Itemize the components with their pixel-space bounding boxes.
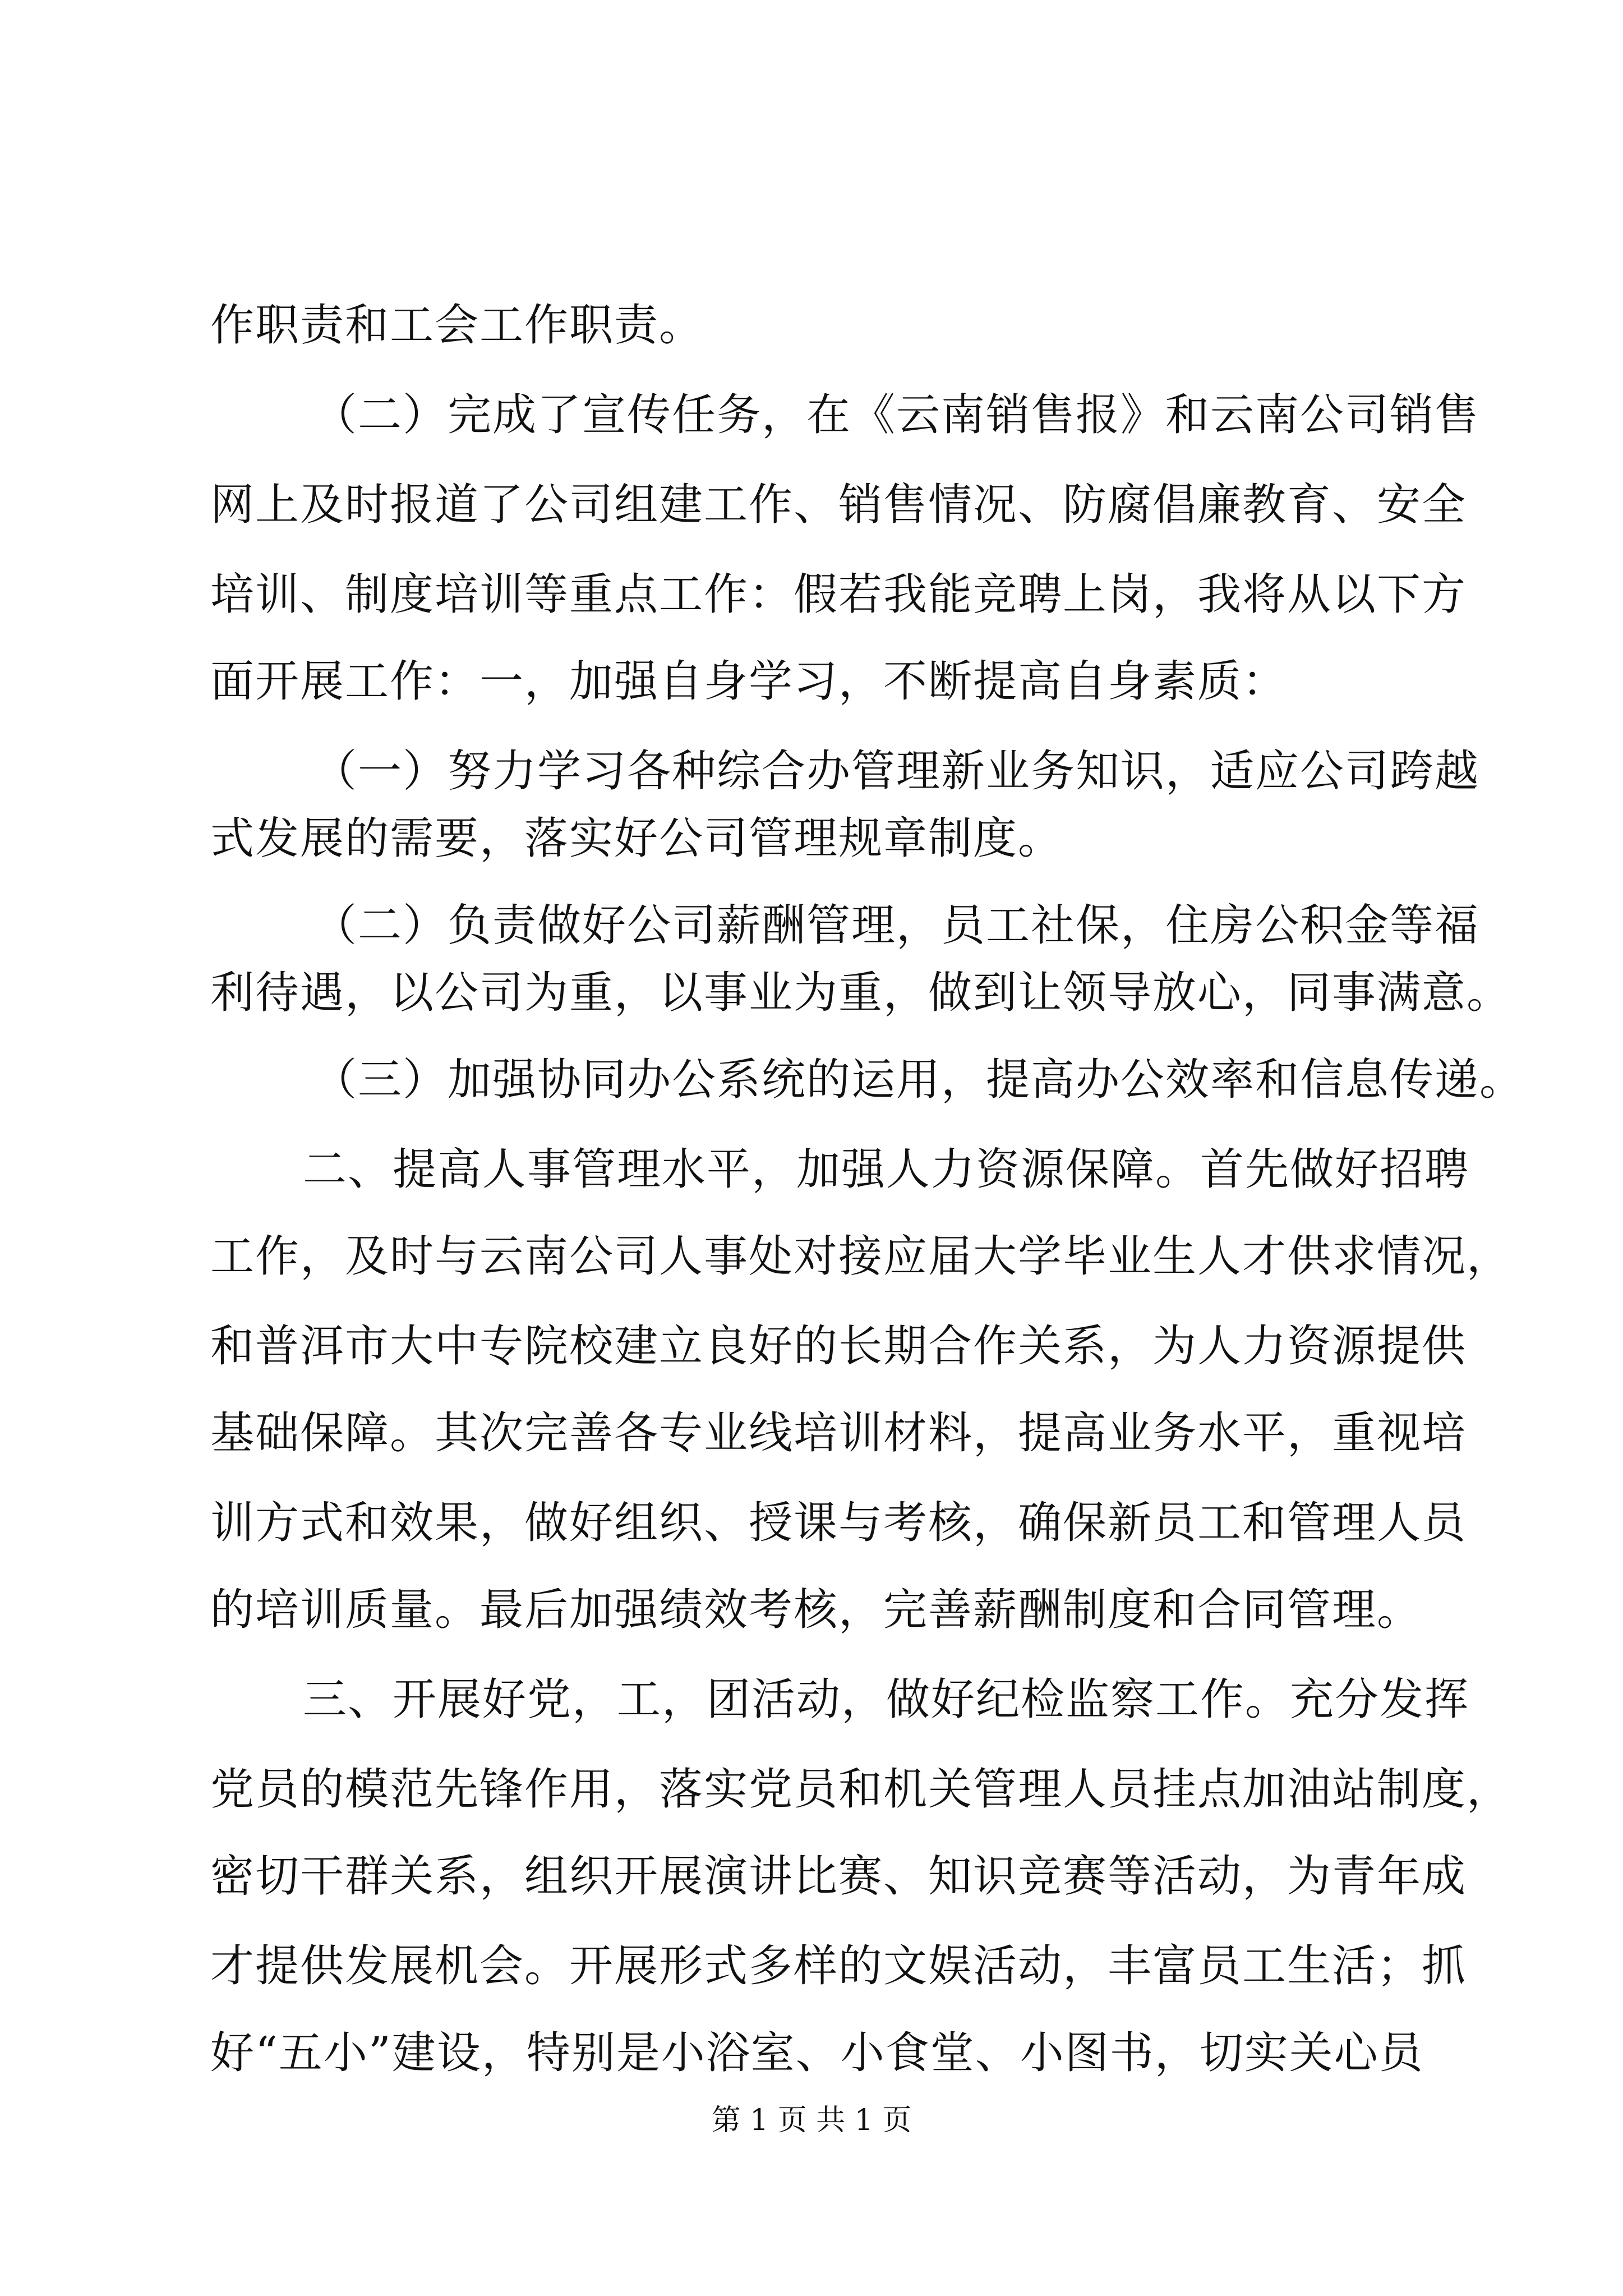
text-line: 三、开展好党，工，团活动，做好纪检监察工作。充分发挥 bbox=[303, 1674, 1470, 1725]
text-line: 党员的模范先锋作用，落实党员和机关管理人员挂点加油站制度， bbox=[210, 1764, 1512, 1815]
text-line: 和普洱市大中专院校建立良好的长期合作关系，为人力资源提供 bbox=[210, 1321, 1467, 1372]
text-line: 二、提高人事管理水平，加强人力资源保障。首先做好招聘 bbox=[303, 1144, 1470, 1195]
page-number-footer: 第 1 页 共 1 页 bbox=[711, 2104, 912, 2137]
text-line: 训方式和效果，做好组织、授课与考核，确保新员工和管理人员 bbox=[210, 1498, 1467, 1548]
text-line: （三）加强协同办公系统的运用，提高办公效率和信息传递。 bbox=[313, 1055, 1525, 1105]
text-line: 的培训质量。最后加强绩效考核，完善薪酬制度和合同管理。 bbox=[210, 1585, 1422, 1635]
text-line: 作职责和工会工作职责。 bbox=[210, 300, 704, 351]
text-line: 好“五小”建设，特别是小浴室、小食堂、小图书，切实关心员 bbox=[210, 2028, 1424, 2078]
text-line: 培训、制度培训等重点工作：假若我能竞聘上岗，我将从以下方 bbox=[210, 569, 1467, 620]
text-line: 才提供发展机会。开展形式多样的文娱活动，丰富员工生活；抓 bbox=[210, 1941, 1467, 1991]
text-line: 密切干群关系，组织开展演讲比赛、知识竞赛等活动，为青年成 bbox=[210, 1851, 1467, 1902]
text-line: 面开展工作：一，加强自身学习，不断提高自身素质： bbox=[210, 656, 1288, 707]
text-line: 式发展的需要，落实好公司管理规章制度。 bbox=[210, 813, 1063, 864]
text-line: 网上及时报道了公司组建工作、销售情况、防腐倡廉教育、安全 bbox=[210, 480, 1467, 530]
text-line: 基础保障。其次完善各专业线培训材料，提高业务水平，重视培 bbox=[210, 1408, 1467, 1458]
text-line: 工作，及时与云南公司人事处对接应届大学毕业生人才供求情况， bbox=[210, 1231, 1512, 1282]
text-line: （二）完成了宣传任务，在《云南销售报》和云南公司销售 bbox=[313, 390, 1480, 440]
text-line: （二）负责做好公司薪酬管理，员工社保，住房公积金等福 bbox=[313, 900, 1480, 951]
text-line: （一）努力学习各种综合办管理新业务知识，适应公司跨越 bbox=[313, 746, 1480, 797]
text-line: 利待遇，以公司为重，以事业为重，做到让领导放心，同事满意。 bbox=[210, 968, 1512, 1018]
